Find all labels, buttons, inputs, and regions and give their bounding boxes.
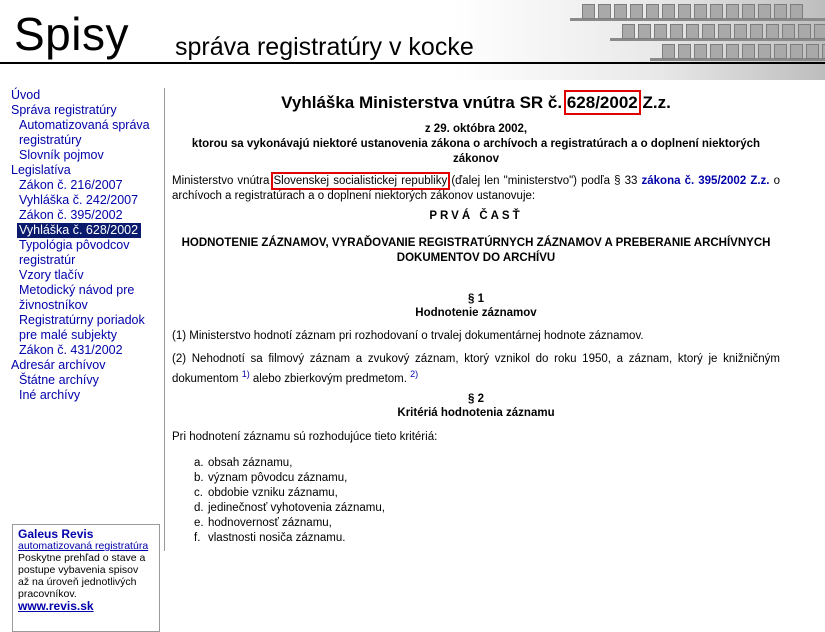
- list-item-key: a.: [194, 457, 204, 469]
- sidebar-link[interactable]: Slovník pojmov: [19, 148, 104, 162]
- intro-text: o archívoch a registratúrach a o doplnení niektorých zákonov ustanovuje:: [172, 175, 780, 202]
- section-1-title: Hodnotenie záznamov: [415, 307, 537, 319]
- decree-date: z 29. októbra 2002,: [424, 123, 528, 135]
- title-suffix: Z.z.: [642, 93, 671, 112]
- sidebar-link[interactable]: Vyhláška č. 628/2002: [17, 223, 141, 238]
- sidebar-link[interactable]: Vyhláška č. 242/2007: [19, 193, 139, 207]
- binder-shape: [678, 4, 691, 19]
- title-prefix: Vyhláška Ministerstva vnútra SR č.: [281, 93, 563, 112]
- paragraph-2-text: alebo zbierkovým predmetom.: [252, 372, 407, 385]
- binder-shape: [622, 24, 635, 39]
- binder-shape: [750, 24, 763, 39]
- sidebar-link[interactable]: Metodický návod pre: [19, 283, 135, 297]
- binder-shape: [734, 24, 747, 39]
- binder-shape: [774, 4, 787, 19]
- list-item-text: obsah záznamu,: [208, 457, 293, 469]
- binder-shape: [814, 24, 825, 39]
- sidebar-link[interactable]: Zákon č. 216/2007: [19, 178, 123, 192]
- binder-shape: [638, 24, 651, 39]
- binder-shape: [686, 24, 699, 39]
- sidebar-item: [6, 208, 164, 223]
- binder-shape: [710, 44, 723, 59]
- sidebar-link[interactable]: Správa registratúry: [11, 103, 117, 117]
- list-item: [194, 456, 385, 471]
- part-title: HODNOTENIE ZÁZNAMOV, VYRAĎOVANIE REGISTRATÚRNYCH ZÁZNAMOV A PREBERANIE ARCHÍVNYCH DOKUMENTOV DO ARCHÍVU: [181, 237, 771, 264]
- promo-desc-line: až na úroveň jednotlivých: [18, 576, 137, 588]
- list-item: [194, 486, 385, 501]
- decree-date-block: [172, 122, 780, 167]
- list-item: [194, 516, 385, 531]
- archive-shelves-image: [570, 0, 825, 62]
- binder-shape: [766, 24, 779, 39]
- binder-shape: [758, 4, 771, 19]
- site-header: [0, 0, 825, 80]
- sidebar-link[interactable]: Adresár archívov: [11, 358, 106, 372]
- list-item-key: f.: [194, 532, 201, 544]
- sidebar-item: [6, 88, 164, 103]
- sidebar-item: [6, 118, 164, 133]
- binder-shape: [630, 4, 643, 19]
- promo-desc-line: Poskytne prehľad o stave a: [18, 552, 146, 564]
- promo-desc-line: pracovníkov.: [18, 588, 77, 600]
- sidebar-item: [6, 343, 164, 358]
- list-item-text: obdobie vzniku záznamu,: [208, 487, 338, 499]
- intro-text: Ministerstvo vnútra: [172, 175, 270, 187]
- sidebar: [6, 88, 165, 613]
- list-item: [194, 531, 385, 546]
- binder-shape: [726, 4, 739, 19]
- sidebar-item: [6, 268, 164, 283]
- footnote-2-link[interactable]: 2): [410, 369, 419, 379]
- binder-shape: [646, 4, 659, 19]
- section-2-title: Kritériá hodnotenia záznamu: [397, 407, 555, 419]
- sidebar-link[interactable]: registratúry: [19, 133, 82, 147]
- sidebar-item: [6, 298, 164, 313]
- sidebar-item: [6, 193, 164, 208]
- list-item-text: hodnovernosť záznamu,: [208, 517, 332, 529]
- binder-shape: [694, 4, 707, 19]
- part-heading: PRVÁ ČASŤ: [429, 210, 523, 222]
- binder-shape: [614, 4, 627, 19]
- binder-shape: [758, 44, 771, 59]
- sidebar-link[interactable]: Zákon č. 395/2002: [19, 208, 123, 222]
- law-link[interactable]: zákona č. 395/2002 Z.z.: [641, 175, 770, 187]
- sidebar-link[interactable]: Typológia pôvodcov: [19, 238, 130, 252]
- promo-desc-line: postupe vybavenia spisov: [18, 564, 139, 576]
- promo-subtitle-link[interactable]: automatizovaná registratúra: [18, 540, 149, 552]
- title-number-highlight: 628/2002: [566, 93, 638, 112]
- binder-shape: [702, 24, 715, 39]
- sidebar-link[interactable]: Legislatíva: [11, 163, 71, 177]
- sidebar-item: [6, 358, 164, 373]
- sidebar-item: [6, 223, 164, 238]
- galeus-revis-promo: [12, 524, 160, 632]
- site-tagline: správa registratúry v kocke: [175, 33, 474, 61]
- sidebar-link[interactable]: živnostníkov: [19, 298, 88, 312]
- sidebar-link[interactable]: Vzory tlačív: [19, 268, 84, 282]
- list-item-text: význam pôvodcu záznamu,: [208, 472, 348, 484]
- list-item-text: jedinečnosť vyhotovenia záznamu,: [208, 502, 385, 514]
- sidebar-item: [6, 388, 164, 403]
- sidebar-item: [6, 283, 164, 298]
- footnote-1-link[interactable]: 1): [241, 369, 250, 379]
- section-2-number: § 2: [468, 393, 484, 405]
- binder-shape: [774, 44, 787, 59]
- page-title: [172, 92, 780, 114]
- binder-shape: [654, 24, 667, 39]
- binder-shape: [790, 4, 803, 19]
- sidebar-item: [6, 103, 164, 118]
- sidebar-link[interactable]: Štátne archívy: [19, 373, 99, 387]
- paragraph-2-text: (2) Nehodnotí sa filmový záznam a zvukový záznam, ktorý vznikol do roku 1950, a záznam, ktorý je knižničným dokumentom: [172, 353, 780, 385]
- binder-shape: [662, 4, 675, 19]
- binder-shape: [582, 4, 595, 19]
- intro-highlight: Slovenskej socialistickej republiky: [273, 175, 448, 187]
- sidebar-item: [6, 373, 164, 388]
- decree-subtitle: ktorou sa vykonávajú niektoré ustanovenia zákona o archívoch a registratúrach a o doplnení niektorých zákonov: [191, 138, 761, 165]
- list-item-text: vlastnosti nosiča záznamu.: [208, 532, 346, 544]
- list-item-key: d.: [194, 502, 204, 514]
- sidebar-item: [6, 178, 164, 193]
- paragraph-3: Pri hodnotení záznamu sú rozhodujúce tieto kritériá:: [172, 431, 438, 443]
- binder-shape: [790, 44, 803, 59]
- binder-shape: [710, 4, 723, 19]
- sidebar-nav: [6, 88, 164, 403]
- promo-website-link[interactable]: www.revis.sk: [18, 599, 94, 613]
- binder-shape: [678, 44, 691, 59]
- list-item-key: b.: [194, 472, 204, 484]
- binder-shape: [598, 4, 611, 19]
- intro-text: (ďalej len "ministerstvo") podľa § 33: [451, 175, 638, 187]
- site-logo[interactable]: Spisy: [14, 8, 129, 60]
- promo-title[interactable]: Galeus Revis: [18, 527, 94, 541]
- binder-shape: [798, 24, 811, 39]
- sidebar-item: [6, 328, 164, 343]
- paragraph-2: [172, 352, 780, 387]
- sidebar-item: [6, 238, 164, 253]
- binder-shape: [742, 44, 755, 59]
- list-item: [194, 501, 385, 516]
- sidebar-link[interactable]: pre malé subjekty: [19, 328, 117, 342]
- binder-shape: [670, 24, 683, 39]
- binder-shape: [782, 24, 795, 39]
- sidebar-item: [6, 313, 164, 328]
- binder-shape: [718, 24, 731, 39]
- sidebar-item: [6, 163, 164, 178]
- sidebar-item: [6, 253, 164, 268]
- sidebar-item: [6, 133, 164, 148]
- list-item: [194, 471, 385, 486]
- sidebar-link[interactable]: registratúr: [19, 253, 76, 267]
- intro-paragraph: [172, 174, 780, 204]
- binder-shape: [726, 44, 739, 59]
- sidebar-item: [6, 148, 164, 163]
- header-divider: [0, 62, 825, 64]
- section-1-number: § 1: [468, 293, 484, 305]
- binder-shape: [694, 44, 707, 59]
- binder-shape: [742, 4, 755, 19]
- sidebar-link[interactable]: Iné archívy: [19, 388, 81, 402]
- sidebar-link[interactable]: Automatizovaná správa: [19, 118, 150, 132]
- sidebar-link[interactable]: Úvod: [11, 88, 41, 102]
- sidebar-link[interactable]: Zákon č. 431/2002: [19, 343, 123, 357]
- list-item-key: c.: [194, 487, 203, 499]
- sidebar-link[interactable]: Registratúrny poriadok: [19, 313, 145, 327]
- binder-shape: [806, 44, 819, 59]
- paragraph-1: (1) Ministerstvo hodnotí záznam pri rozhodovaní o trvalej dokumentárnej hodnote záznamov.: [172, 330, 644, 342]
- list-item-key: e.: [194, 517, 204, 529]
- binder-shape: [662, 44, 675, 59]
- criteria-list: [194, 456, 385, 546]
